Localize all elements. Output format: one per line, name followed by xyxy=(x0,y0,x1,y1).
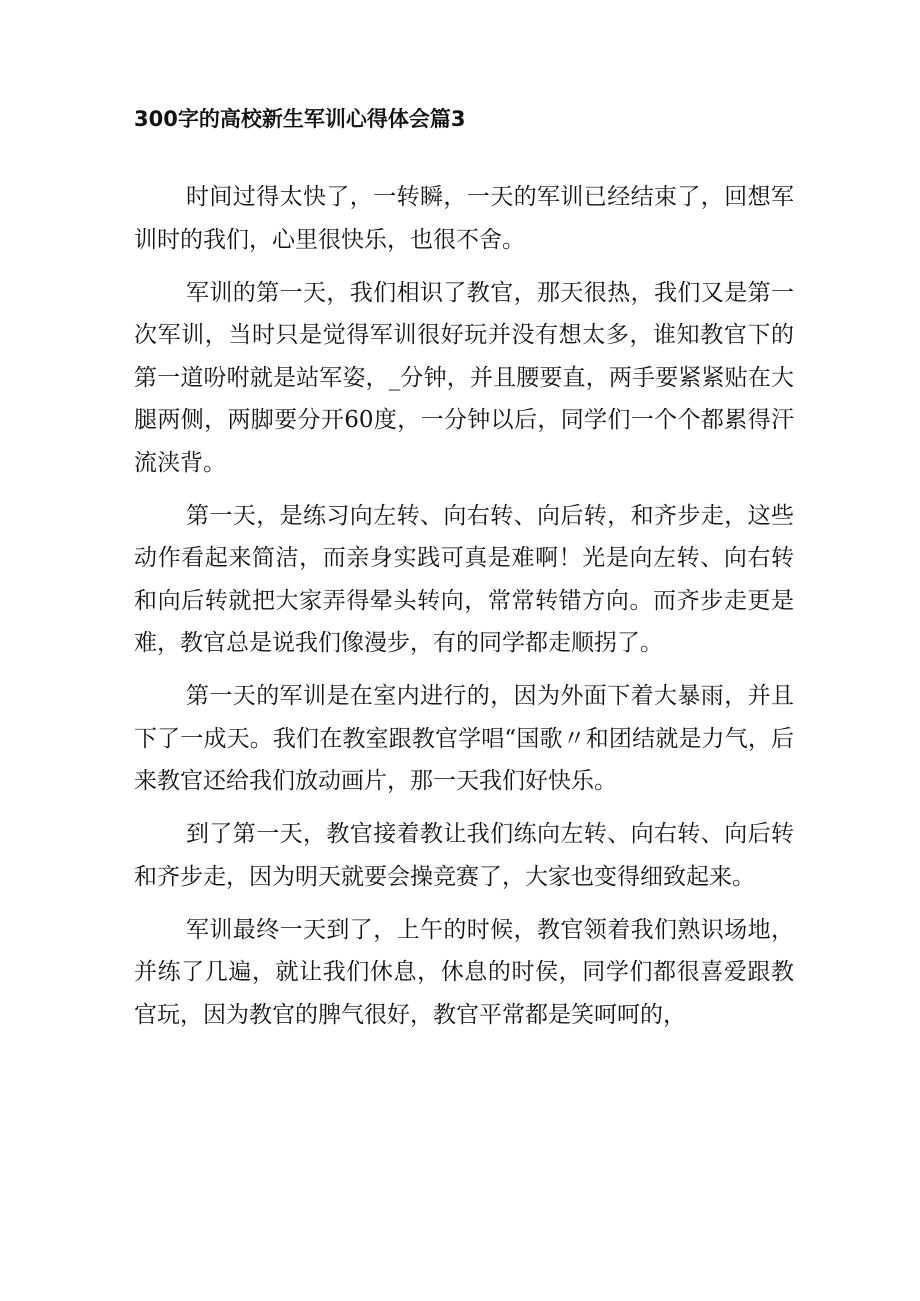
paragraph-5: 到了第一天，教官接着教让我们练向左转、向右转、向后转和齐步走，因为明天就要会操竞赛了，大家也变得细致起来。 xyxy=(134,821,794,890)
paragraph-4: 第一天的军训是在室内进行的，因为外面下着大暴雨，并且下了一成天。我们在教室跟教官学唱“国歌〃和团结就是力气，后来教官还给我们放动画片，那一天我们好快乐。 xyxy=(134,683,794,794)
document-body xyxy=(134,176,794,1036)
paragraph-1: 时间过得太快了，一转瞬，一天的军训已经结束了，回想军训时的我们，心里很快乐，也很不舍。 xyxy=(134,184,794,253)
paragraph-3: 第一天，是练习向左转、向右转、向后转，和齐步走，这些动作看起来简洁，而亲身实践可真是难啊！光是向左转、向右转和向后转就把大家弄得晕头转向，常常转错方向。而齐步走更是难，教官总是说我们像漫步，有的同学都走顺拐了。 xyxy=(134,502,794,656)
paragraph-2: 军训的第一天，我们相识了教官，那天很热，我们又是第一次军训，当时只是觉得军训很好玩并没有想太多，谁知教官下的第一道吩咐就是站军姿，_分钟，并且腰要直，两手要紧紧贴在大腿两侧，两脚要分开60度，一分钟以后，同学们一个个都累得汗流浃背。 xyxy=(134,279,794,476)
document-title: 300字的高校新生军训心得体会篇3 xyxy=(134,107,466,131)
paragraph-6: 军训最终一天到了，上午的时候，教官领着我们熟识场地，并练了几遍，就让我们休息，休息的时侯，同学们都很喜爱跟教官玩，因为教官的脾气很好，教官平常都是笑呵呵的， xyxy=(134,916,794,1028)
